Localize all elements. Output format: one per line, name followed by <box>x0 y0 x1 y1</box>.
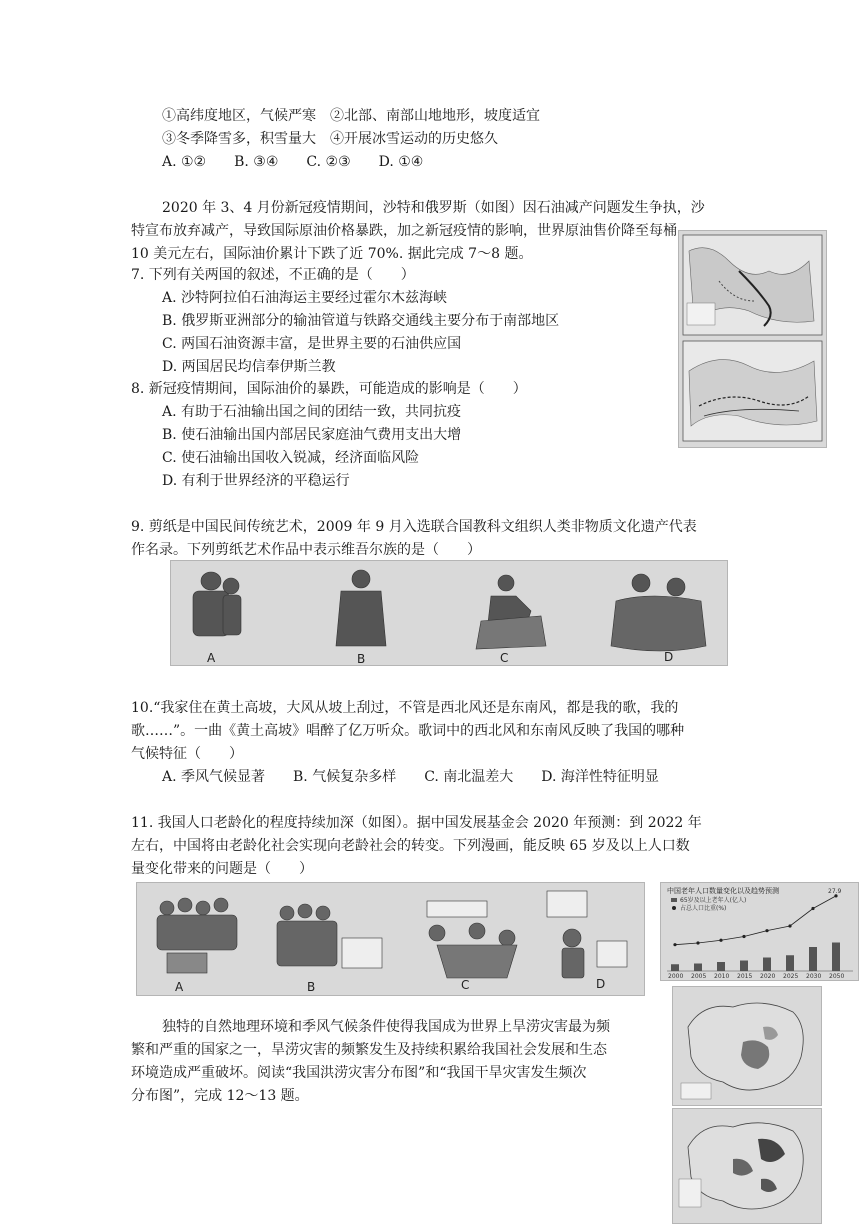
aging-chart-figure <box>660 882 859 981</box>
q10-line-1: 10.“我家住在黄土高坡，大风从坡上刮过，不管是西北风还是东南风，都是我的歌，我的 <box>131 700 679 716</box>
q10-choices: A. 季风气候显著 B. 气候复杂多样 C. 南北温差大 D. 海洋性特征明显 <box>162 769 659 785</box>
q8-stem: 8. 新冠疫情期间，国际油价的暴跌，可能造成的影响是（ ） <box>131 381 527 397</box>
q9-label-b: B <box>357 652 366 666</box>
q8-option-a: A. 有助于石油输出国之间的团结一致，共同抗疫 <box>162 404 462 420</box>
aging-ratio-point-2020 <box>765 929 768 932</box>
aging-x-tick-2030: 2030 <box>806 973 822 980</box>
flood-passage-line-2: 繁和严重的国家之一，旱涝灾害的频繁发生及持续积累给我国社会发展和生态 <box>131 1042 607 1058</box>
q11-line-1: 11. 我国人口老龄化的程度持续加深（如图）。据中国发展基金会 2020 年预测：到 2022 年 <box>131 815 702 831</box>
aging-x-tick-2010: 2010 <box>714 973 730 980</box>
aging-ratio-point-2005 <box>696 941 699 944</box>
flood-passage-line-1: 独特的自然地理环境和季风气候条件使得我国成为世界上旱涝灾害最为频 <box>162 1019 610 1035</box>
q7-option-d: D. 两国居民均信奉伊斯兰教 <box>162 359 336 375</box>
oil-maps-image <box>679 231 826 447</box>
paper-cut-image <box>171 561 727 665</box>
aging-bar-2025 <box>786 955 794 971</box>
q9-label-c: C <box>500 651 509 665</box>
legend-bar-swatch <box>671 898 677 902</box>
aging-x-tick-2050: 2050 <box>829 973 845 980</box>
aging-cartoon-figure <box>136 882 645 996</box>
aging-ratio-point-2030 <box>811 907 814 910</box>
aging-cartoons-image <box>137 883 644 995</box>
aging-bar-2000 <box>671 964 679 971</box>
q11-line-2: 左右，中国将由老龄化社会实现向老龄社会的转变。下列漫画，能反映 65 岁及以上人口数 <box>131 838 690 854</box>
aging-chart-title: 中国老年人口数量变化以及趋势预测 <box>667 887 779 895</box>
flood-passage-line-4: 分布图”，完成 12～13 题。 <box>131 1088 309 1104</box>
aging-legend-line: 占总人口比重(%) <box>680 905 727 912</box>
aging-chart <box>661 883 858 980</box>
q10-line-2: 歌……”。一曲《黄土高坡》唱醉了亿万听众。歌词中的西北风和东南风反映了我国的哪种 <box>131 723 685 739</box>
q11-line-3: 量变化带来的问题是（ ） <box>131 861 313 877</box>
q9-line-2: 作名录。下列剪纸艺术作品中表示维吾尔族的是（ ） <box>131 542 481 558</box>
drought-map-image <box>673 1109 821 1223</box>
aging-x-tick-2020: 2020 <box>760 973 776 980</box>
oil-passage-line-3: 10 美元左右，国际油价累计下跌了近 70%. 据此完成 7～8 题。 <box>131 246 533 262</box>
q6-choices: A. ①② B. ③④ C. ②③ D. ①④ <box>162 154 424 170</box>
q11-label-a: A <box>175 980 184 994</box>
aging-x-tick-2005: 2005 <box>691 973 707 980</box>
oil-passage-line-1: 2020 年 3、4 月份新冠疫情期间，沙特和俄罗斯（如图）因石油减产问题发生争执，沙 <box>162 200 705 216</box>
q8-option-c: C. 使石油输出国收入锐减，经济面临风险 <box>162 450 420 466</box>
flood-passage-line-3: 环境造成严重破坏。阅读“我国洪涝灾害分布图”和“我国干旱灾害发生频次 <box>131 1065 587 1081</box>
aging-x-tick-2000: 2000 <box>668 973 684 980</box>
q11-label-d: D <box>596 977 606 991</box>
q7-stem: 7. 下列有关两国的叙述，不正确的是（ ） <box>131 267 415 283</box>
aging-bar-2010 <box>717 962 725 971</box>
drought-map-figure <box>672 1108 822 1224</box>
q9-line-1: 9. 剪纸是中国民间传统艺术，2009 年 9 月入选联合国教科文组织人类非物质文化遗产代表 <box>131 519 697 535</box>
q8-option-d: D. 有利于世界经济的平稳运行 <box>162 473 350 489</box>
q7-option-b: B. 俄罗斯亚洲部分的输油管道与铁路交通线主要分布于南部地区 <box>162 313 560 329</box>
aging-ratio-point-2010 <box>719 939 722 942</box>
aging-ratio-point-2025 <box>788 924 791 927</box>
oil-map-figure <box>678 230 827 448</box>
q7-option-c: C. 两国石油资源丰富，是世界主要的石油供应国 <box>162 336 462 352</box>
aging-bar-2020 <box>763 958 771 972</box>
aging-bar-2050 <box>832 943 840 972</box>
aging-x-tick-2015: 2015 <box>737 973 753 980</box>
flood-map-image <box>673 987 821 1105</box>
q7-option-a: A. 沙特阿拉伯石油海运主要经过霍尔木兹海峡 <box>162 290 448 306</box>
flood-map-figure <box>672 986 822 1106</box>
aging-ratio-point-2015 <box>742 935 745 938</box>
aging-x-tick-2025: 2025 <box>783 973 799 980</box>
aging-top-label: 27.9 <box>828 887 842 895</box>
q11-label-b: B <box>307 980 316 994</box>
q8-option-b: B. 使石油输出国内部居民家庭油气费用支出大增 <box>162 427 462 443</box>
q10-line-3: 气候特征（ ） <box>131 746 243 762</box>
aging-bar-2005 <box>694 964 702 972</box>
aging-bar-2030 <box>809 947 817 971</box>
paper-cut-figure <box>170 560 728 666</box>
q9-label-a: A <box>207 651 216 665</box>
q9-label-d: D <box>664 650 674 664</box>
oil-passage-line-2: 特宣布放弃减产，导致国际原油价格暴跌，加之新冠疫情的影响，世界原油售价降至每桶 <box>131 223 677 239</box>
q6-option-line-2: ③冬季降雪多，积雪量大 ④开展冰雪运动的历史悠久 <box>162 131 498 147</box>
aging-legend-bar: 65岁及以上老年人(亿人) <box>680 897 747 904</box>
q6-option-line-1: ①高纬度地区，气候严寒 ②北部、南部山地地形，坡度适宜 <box>162 108 540 124</box>
legend-line-swatch <box>672 906 676 910</box>
aging-bar-2015 <box>740 961 748 972</box>
q11-label-c: C <box>461 978 470 992</box>
aging-ratio-point-2000 <box>673 943 676 946</box>
